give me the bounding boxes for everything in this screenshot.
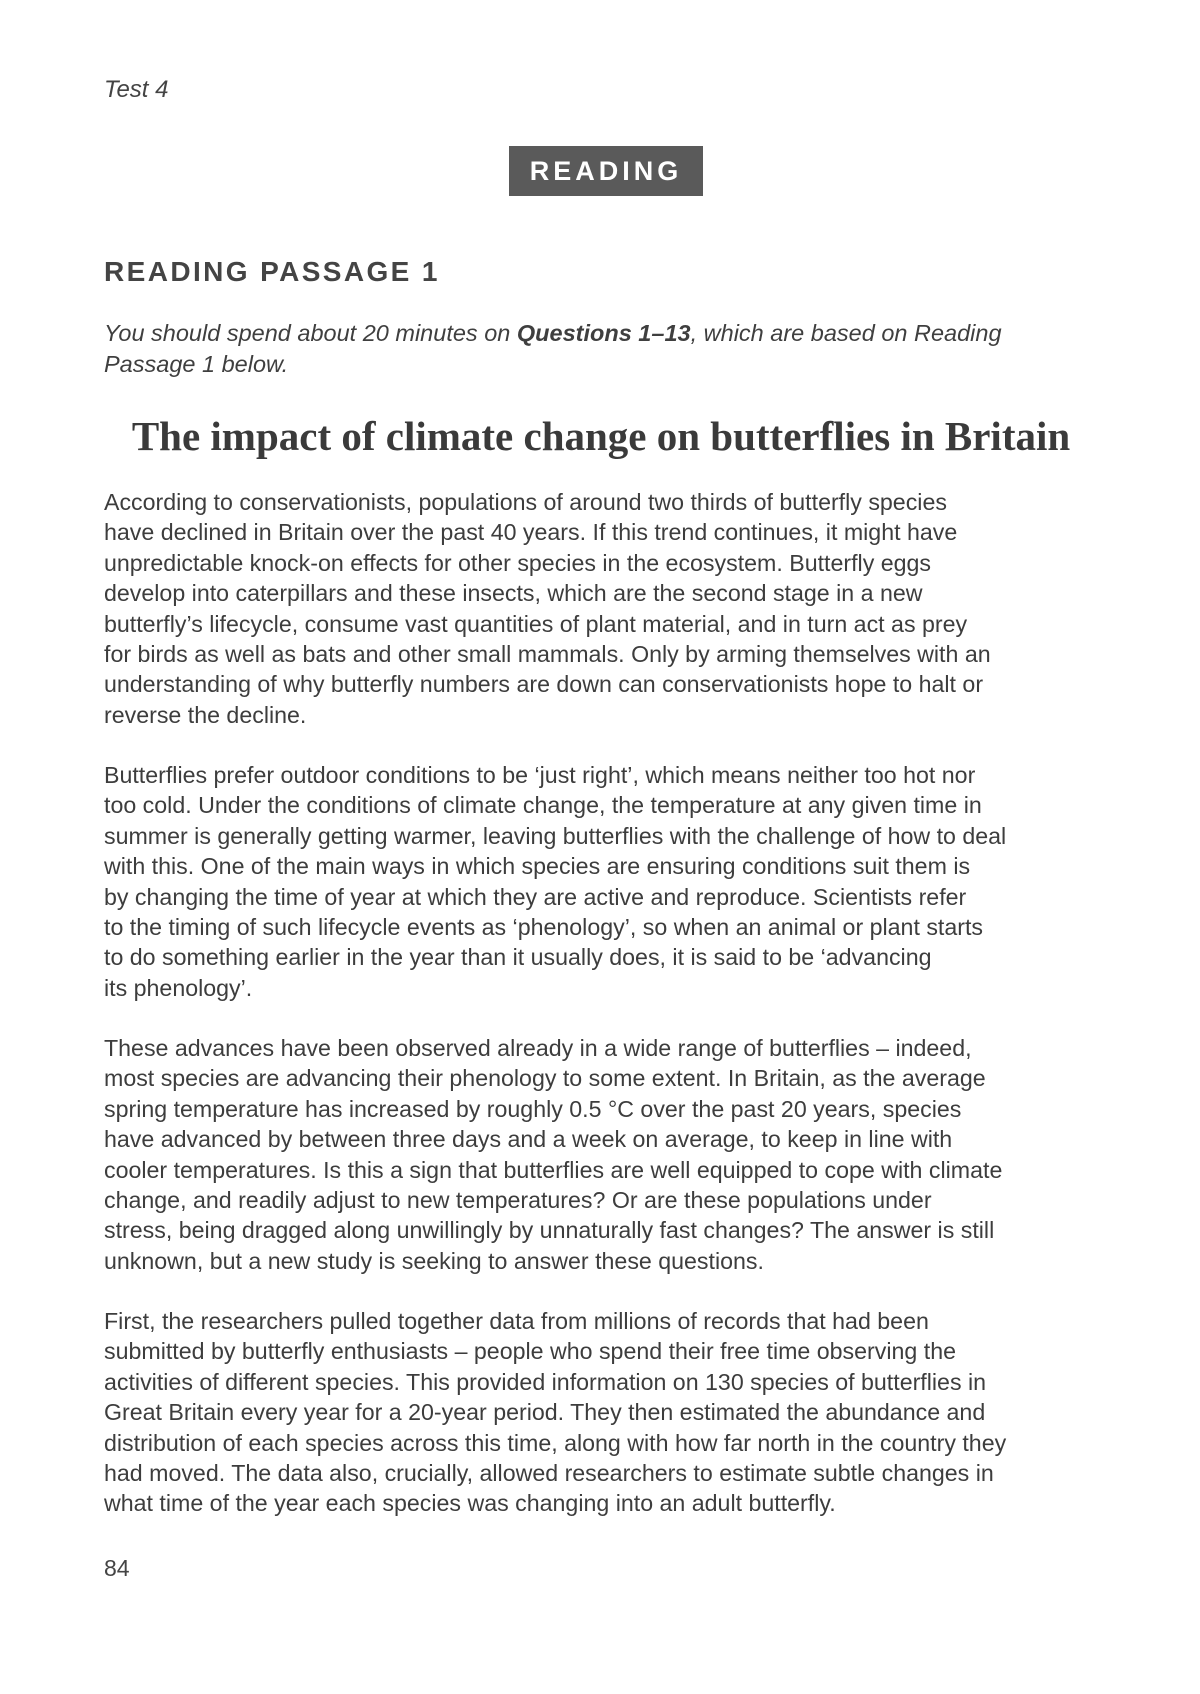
instruction-questions-range: Questions 1–13: [516, 320, 691, 346]
paragraph-line: have declined in Britain over the past 40 years. If this trend continues, it might have: [104, 519, 958, 546]
paragraph-line: submitted by butterfly enthusiasts – people who spend their free time observing the: [104, 1338, 956, 1365]
paragraph-line: to the timing of such lifecycle events as ‘phenology’, so when an animal or plant starts: [104, 914, 984, 941]
passage-heading: READING PASSAGE 1: [104, 256, 440, 287]
page-number: 84: [104, 1555, 130, 1581]
instruction-text-start: You should spend about 20 minutes on: [104, 320, 517, 346]
paragraph-line: had moved. The data also, crucially, allowed researchers to estimate subtle changes in: [104, 1460, 994, 1487]
running-head: Test 4: [104, 76, 169, 103]
paragraph-line: spring temperature has increased by roughly 0.5 °C over the past 20 years, species: [104, 1095, 962, 1122]
paragraph-line: understanding of why butterfly numbers are down can conservationists hope to halt or: [104, 671, 984, 698]
paragraph-line: unknown, but a new study is seeking to answer these questions.: [104, 1247, 764, 1274]
paragraph-line: most species are advancing their phenology to some extent. In Britain, as the average: [104, 1065, 986, 1092]
paragraph-line: Great Britain every year for a 20-year period. They then estimated the abundance and: [104, 1399, 986, 1426]
paragraph-3: [104, 1033, 1002, 1276]
paragraph-line: its phenology’.: [104, 974, 253, 1001]
paragraph-line: distribution of each species across this time, along with how far north in the country they: [104, 1429, 1007, 1456]
paragraph-line: change, and readily adjust to new temperatures? Or are these populations under: [104, 1187, 932, 1214]
paragraph-line: have advanced by between three days and a week on average, to keep in line with: [104, 1126, 953, 1153]
paragraph-1: [104, 487, 991, 730]
instruction-text-line2: Passage 1 below.: [104, 351, 289, 377]
paragraph-line: cooler temperatures. Is this a sign that butterflies are well equipped to cope with climate: [104, 1156, 1003, 1183]
paragraph-line: These advances have been observed already in a wide range of butterflies – indeed,: [104, 1035, 972, 1061]
paragraph-line: butterfly’s lifecycle, consume vast quantities of plant material, and in turn act as prey: [104, 610, 968, 637]
paragraph-line: summer is generally getting warmer, leaving butterflies with the challenge of how to deal: [104, 822, 1007, 849]
paragraph-2: [104, 760, 1006, 1003]
section-badge-reading: READING: [509, 146, 703, 196]
paragraph-line: reverse the decline.: [104, 701, 307, 728]
paragraph-line: with this. One of the main ways in which species are ensuring conditions suit them is: [104, 853, 971, 880]
paragraph-line: First, the researchers pulled together data from millions of records that had been: [104, 1308, 929, 1334]
paragraph-line: unpredictable knock-on effects for other species in the ecosystem. Butterfly eggs: [104, 549, 932, 576]
paragraph-line: too cold. Under the conditions of climate change, the temperature at any given time in: [104, 792, 982, 819]
paragraph-line: by changing the time of year at which they are active and reproduce. Scientists refer: [104, 883, 967, 910]
paragraph-line: Butterflies prefer outdoor conditions to be ‘just right’, which means neither too hot nor: [104, 762, 976, 788]
instruction-text-end: , which are based on Reading: [690, 320, 1002, 346]
paragraph-line: to do something earlier in the year than it usually does, it is said to be ‘advancing: [104, 944, 932, 971]
paragraph-line: stress, being dragged along unwillingly by unnaturally fast changes? The answer is still: [104, 1217, 995, 1244]
article-title: The impact of climate change on butterflies in Britain: [131, 413, 1071, 459]
paragraph-line: for birds as well as bats and other small mammals. Only by arming themselves with an: [104, 641, 991, 668]
paragraph-line: what time of the year each species was changing into an adult butterfly.: [104, 1490, 836, 1517]
paragraph-line: activities of different species. This provided information on 130 species of butterflies in: [104, 1368, 987, 1395]
passage-instruction: [104, 318, 1104, 380]
paragraph-4: [104, 1306, 1006, 1519]
paragraph-line: develop into caterpillars and these insects, which are the second stage in a new: [104, 580, 923, 607]
paragraph-line: According to conservationists, populations of around two thirds of butterfly species: [104, 489, 947, 515]
